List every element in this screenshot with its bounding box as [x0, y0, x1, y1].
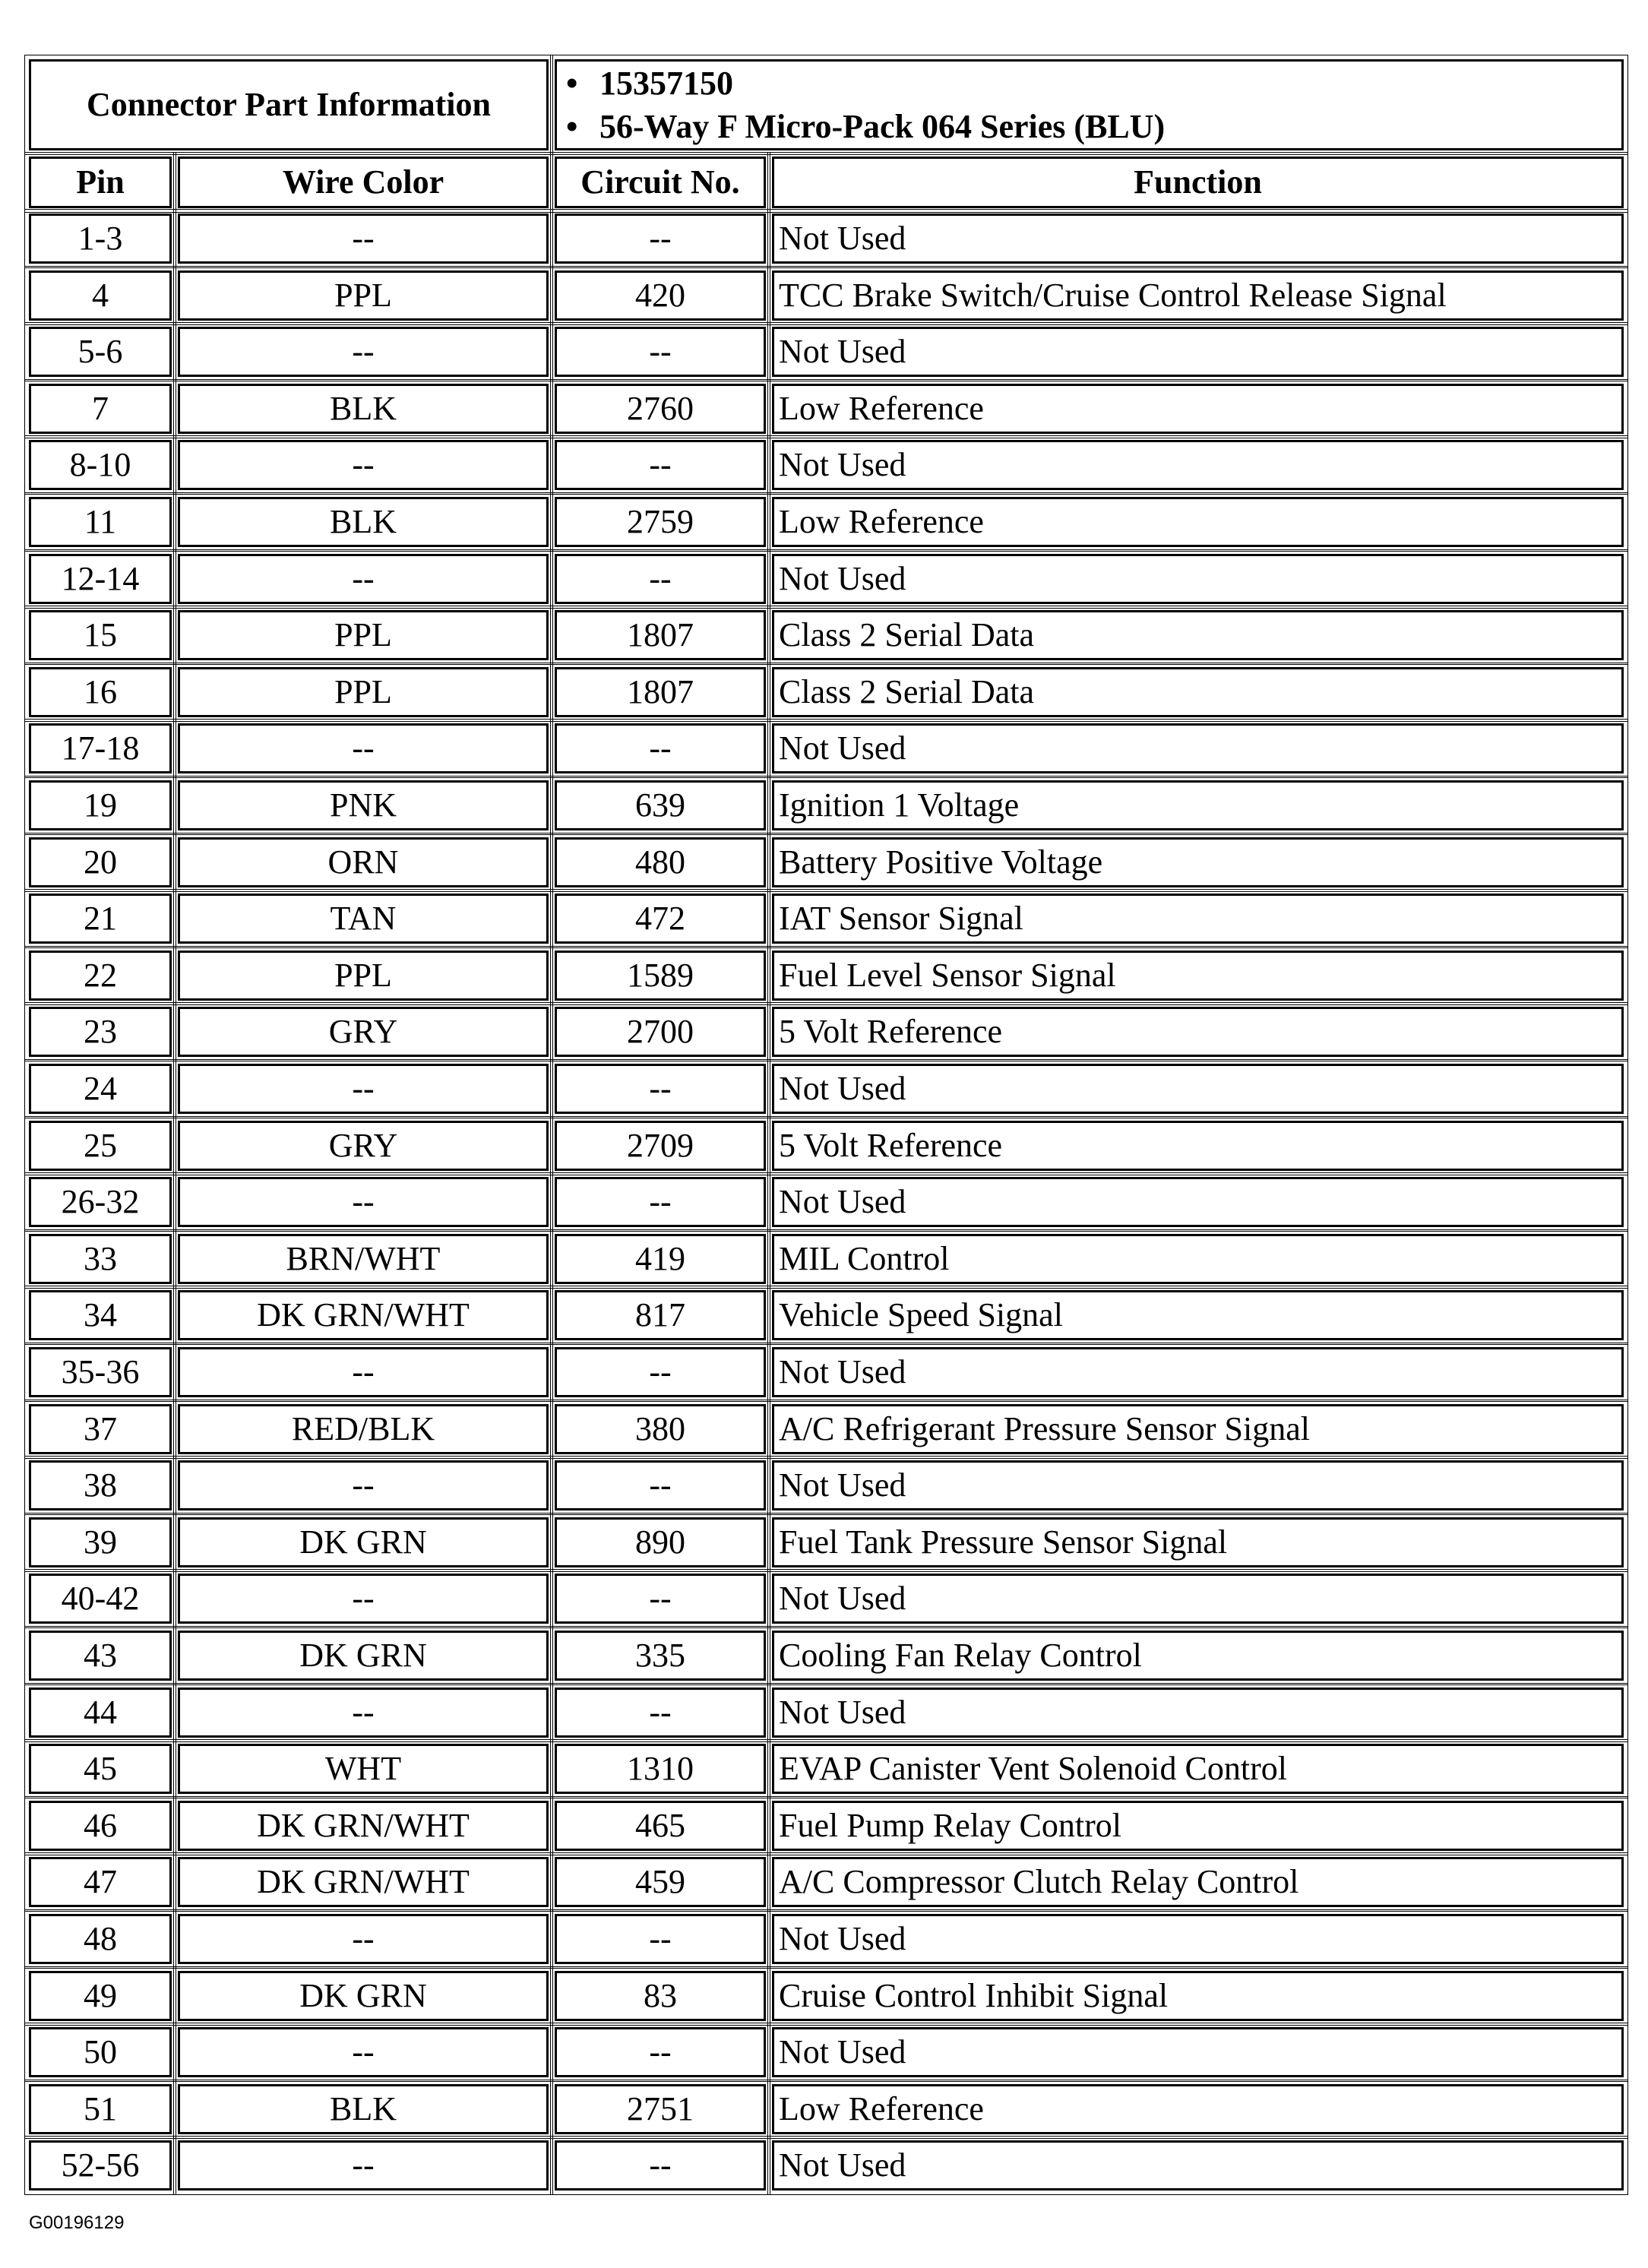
cell-circuit: -- — [555, 327, 766, 377]
cell-pin: 16 — [29, 667, 172, 717]
cell-circuit: 380 — [555, 1404, 766, 1454]
cell-pin: 51 — [29, 2084, 172, 2134]
cell-circuit: -- — [555, 2027, 766, 2077]
part-number: • 15357150 — [599, 62, 1621, 105]
cell-color: GRY — [178, 1121, 549, 1171]
cell-color: -- — [178, 1574, 549, 1624]
cell-function: Not Used — [772, 1177, 1624, 1227]
cell-function: Not Used — [772, 1460, 1624, 1510]
figure-id: G00196129 — [29, 2213, 125, 2233]
cell-pin: 46 — [29, 1801, 172, 1851]
cell-pin: 35-36 — [29, 1347, 172, 1397]
cell-function: Class 2 Serial Data — [772, 610, 1624, 660]
column-header-pin: Pin — [29, 157, 172, 208]
cell-function: Vehicle Speed Signal — [772, 1290, 1624, 1340]
cell-function: Low Reference — [772, 384, 1624, 434]
cell-circuit: 83 — [555, 1971, 766, 2021]
cell-circuit: 817 — [555, 1290, 766, 1340]
cell-pin: 50 — [29, 2027, 172, 2077]
cell-color: -- — [178, 723, 549, 773]
cell-pin: 48 — [29, 1914, 172, 1964]
cell-pin: 33 — [29, 1234, 172, 1284]
cell-circuit: 459 — [555, 1857, 766, 1907]
cell-pin: 22 — [29, 951, 172, 1001]
cell-color: -- — [178, 554, 549, 604]
cell-circuit: 2709 — [555, 1121, 766, 1171]
cell-function: Low Reference — [772, 2084, 1624, 2134]
cell-color: TAN — [178, 894, 549, 944]
cell-color: BLK — [178, 497, 549, 547]
cell-color: PPL — [178, 667, 549, 717]
cell-function: Fuel Level Sensor Signal — [772, 951, 1624, 1001]
cell-function: A/C Refrigerant Pressure Sensor Signal — [772, 1404, 1624, 1454]
cell-pin: 26-32 — [29, 1177, 172, 1227]
cell-circuit: 890 — [555, 1517, 766, 1567]
cell-color: -- — [178, 440, 549, 490]
cell-function: Not Used — [772, 214, 1624, 264]
cell-function: Cooling Fan Relay Control — [772, 1631, 1624, 1681]
cell-function: A/C Compressor Clutch Relay Control — [772, 1857, 1624, 1907]
cell-pin: 47 — [29, 1857, 172, 1907]
cell-circuit: 420 — [555, 270, 766, 321]
cell-color: -- — [178, 1177, 549, 1227]
cell-function: Not Used — [772, 1914, 1624, 1964]
cell-circuit: 2759 — [555, 497, 766, 547]
cell-function: Not Used — [772, 723, 1624, 773]
cell-pin: 43 — [29, 1631, 172, 1681]
cell-circuit: 2700 — [555, 1007, 766, 1057]
cell-function: Not Used — [772, 2027, 1624, 2077]
cell-color: -- — [178, 1688, 549, 1738]
cell-circuit: 335 — [555, 1631, 766, 1681]
cell-circuit: 1807 — [555, 667, 766, 717]
cell-pin: 23 — [29, 1007, 172, 1057]
cell-pin: 4 — [29, 270, 172, 321]
cell-color: DK GRN — [178, 1631, 549, 1681]
cell-function: 5 Volt Reference — [772, 1007, 1624, 1057]
cell-circuit: 2760 — [555, 384, 766, 434]
cell-function: Not Used — [772, 1064, 1624, 1114]
cell-pin: 25 — [29, 1121, 172, 1171]
cell-pin: 11 — [29, 497, 172, 547]
cell-pin: 49 — [29, 1971, 172, 2021]
cell-circuit: -- — [555, 1688, 766, 1738]
cell-color: -- — [178, 214, 549, 264]
cell-pin: 38 — [29, 1460, 172, 1510]
cell-pin: 21 — [29, 894, 172, 944]
cell-circuit: -- — [555, 2140, 766, 2191]
cell-circuit: -- — [555, 554, 766, 604]
cell-circuit: -- — [555, 440, 766, 490]
cell-color: -- — [178, 327, 549, 377]
cell-circuit: 639 — [555, 780, 766, 830]
cell-circuit: -- — [555, 1574, 766, 1624]
cell-color: PPL — [178, 610, 549, 660]
cell-pin: 39 — [29, 1517, 172, 1567]
cell-circuit: -- — [555, 1064, 766, 1114]
cell-color: -- — [178, 2027, 549, 2077]
column-header-color: Wire Color — [178, 157, 549, 208]
cell-color: ORN — [178, 837, 549, 887]
cell-pin: 37 — [29, 1404, 172, 1454]
cell-function: Low Reference — [772, 497, 1624, 547]
cell-circuit: 1589 — [555, 951, 766, 1001]
cell-pin: 19 — [29, 780, 172, 830]
cell-pin: 34 — [29, 1290, 172, 1340]
cell-color: DK GRN/WHT — [178, 1801, 549, 1851]
connector-part-label: Connector Part Information — [87, 86, 491, 123]
cell-circuit: 419 — [555, 1234, 766, 1284]
cell-function: Not Used — [772, 2140, 1624, 2191]
cell-circuit: -- — [555, 1347, 766, 1397]
cell-function: 5 Volt Reference — [772, 1121, 1624, 1171]
cell-circuit: 1807 — [555, 610, 766, 660]
cell-function: IAT Sensor Signal — [772, 894, 1624, 944]
cell-pin: 12-14 — [29, 554, 172, 604]
cell-pin: 15 — [29, 610, 172, 660]
cell-pin: 44 — [29, 1688, 172, 1738]
cell-function: Not Used — [772, 327, 1624, 377]
cell-color: BRN/WHT — [178, 1234, 549, 1284]
cell-color: -- — [178, 1460, 549, 1510]
cell-pin: 40-42 — [29, 1574, 172, 1624]
cell-circuit: 480 — [555, 837, 766, 887]
cell-color: -- — [178, 1347, 549, 1397]
cell-circuit: -- — [555, 1460, 766, 1510]
column-header-circuit: Circuit No. — [555, 157, 766, 208]
cell-pin: 52-56 — [29, 2140, 172, 2191]
cell-pin: 5-6 — [29, 327, 172, 377]
connector-part-label-cell — [29, 59, 549, 150]
cell-circuit: -- — [555, 214, 766, 264]
cell-circuit: -- — [555, 1914, 766, 1964]
cell-color: -- — [178, 1064, 549, 1114]
cell-color: BLK — [178, 2084, 549, 2134]
cell-color: GRY — [178, 1007, 549, 1057]
cell-pin: 7 — [29, 384, 172, 434]
cell-color: DK GRN — [178, 1971, 549, 2021]
cell-circuit: 465 — [555, 1801, 766, 1851]
part-info-cell — [555, 59, 1624, 150]
cell-pin: 24 — [29, 1064, 172, 1114]
cell-function: Not Used — [772, 554, 1624, 604]
cell-function: MIL Control — [772, 1234, 1624, 1284]
cell-circuit: 472 — [555, 894, 766, 944]
cell-function: Not Used — [772, 1347, 1624, 1397]
cell-circuit: -- — [555, 723, 766, 773]
cell-function: Cruise Control Inhibit Signal — [772, 1971, 1624, 2021]
cell-pin: 8-10 — [29, 440, 172, 490]
cell-color: PPL — [178, 951, 549, 1001]
cell-function: Ignition 1 Voltage — [772, 780, 1624, 830]
part-info-list — [561, 62, 1621, 148]
cell-pin: 1-3 — [29, 214, 172, 264]
cell-function: Battery Positive Voltage — [772, 837, 1624, 887]
cell-color: PNK — [178, 780, 549, 830]
cell-function: Not Used — [772, 440, 1624, 490]
cell-function: Class 2 Serial Data — [772, 667, 1624, 717]
cell-function: Not Used — [772, 1574, 1624, 1624]
cell-color: BLK — [178, 384, 549, 434]
cell-color: DK GRN/WHT — [178, 1857, 549, 1907]
cell-color: -- — [178, 2140, 549, 2191]
cell-color: -- — [178, 1914, 549, 1964]
cell-function: Fuel Pump Relay Control — [772, 1801, 1624, 1851]
cell-function: EVAP Canister Vent Solenoid Control — [772, 1744, 1624, 1794]
cell-function: Fuel Tank Pressure Sensor Signal — [772, 1517, 1624, 1567]
cell-color: WHT — [178, 1744, 549, 1794]
cell-function: Not Used — [772, 1688, 1624, 1738]
cell-pin: 45 — [29, 1744, 172, 1794]
cell-color: DK GRN — [178, 1517, 549, 1567]
cell-function: TCC Brake Switch/Cruise Control Release Signal — [772, 270, 1624, 321]
cell-color: PPL — [178, 270, 549, 321]
cell-pin: 20 — [29, 837, 172, 887]
cell-color: RED/BLK — [178, 1404, 549, 1454]
connector-description: • 56-Way F Micro-Pack 064 Series (BLU) — [599, 105, 1621, 148]
cell-color: DK GRN/WHT — [178, 1290, 549, 1340]
cell-circuit: -- — [555, 1177, 766, 1227]
column-header-function: Function — [772, 157, 1624, 208]
cell-circuit: 2751 — [555, 2084, 766, 2134]
cell-circuit: 1310 — [555, 1744, 766, 1794]
cell-pin: 17-18 — [29, 723, 172, 773]
